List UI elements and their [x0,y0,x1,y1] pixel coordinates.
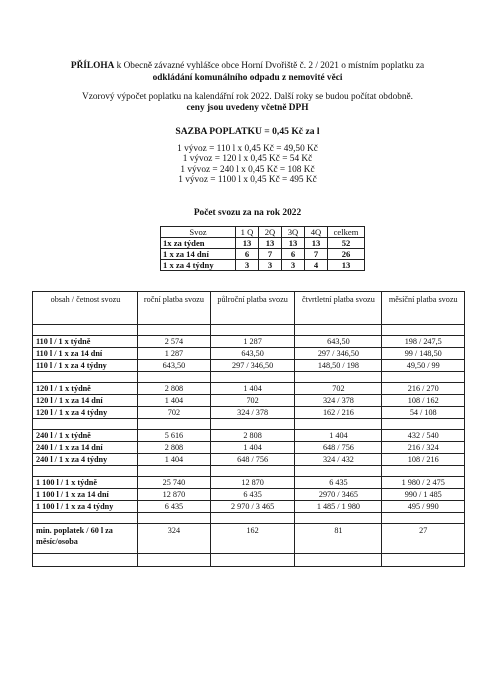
header-cell: 2Q [259,227,282,238]
header-cell: čtvrtletní platba svozu [295,292,382,325]
table-cell: 1 485 / 1 980 [295,501,382,513]
table-cell: 2 970 / 3 465 [210,501,295,513]
row-label: 1x za týden [161,238,236,249]
table-cell: 12 870 [138,489,211,501]
header-cell: 4Q [305,227,328,238]
table-cell: 1 404 [295,430,382,442]
row-label: 240 l / 1 x za 4 týdny [33,454,138,466]
table-cell: 162 / 216 [295,407,382,419]
header-cell: půlroční platba svozu [210,292,295,325]
table-cell: 2970 / 3465 [295,489,382,501]
table-cell: 216 / 270 [382,383,465,395]
table-cell: 13 [259,238,282,249]
table-cell: 27 [382,524,465,554]
row-label: 1 x za 14 dní [161,249,236,260]
table-cell: 5 616 [138,430,211,442]
fee-calculation-table [32,291,465,567]
table-cell: 702 [210,395,295,407]
table-cell: 25 740 [138,477,211,489]
table-cell: 7 [305,249,328,260]
table-cell: 297 / 346,50 [210,360,295,372]
table-cell: 1 404 [210,442,295,454]
table-cell: 324 [138,524,211,554]
table-cell: 1 404 [210,383,295,395]
table-cell: 324 / 432 [295,454,382,466]
table-row [33,501,465,513]
table-cell: 52 [328,238,365,249]
header-cell: roční platba svozu [138,292,211,325]
table-cell: 54 / 108 [382,407,465,419]
header-cell: měsíční platba svozu [382,292,465,325]
row-label: 110 l / 1 x za 14 dní [33,348,138,360]
row-label: 1 100 l / 1 x týdně [33,477,138,489]
intro-text [0,92,495,114]
table-cell: 990 / 1 485 [382,489,465,501]
example-line: 1 vývoz = 240 l x 0,45 Kč = 108 Kč [180,164,315,175]
table-cell: 108 / 162 [382,395,465,407]
document-heading [0,61,495,84]
table-row [33,454,465,466]
table-cell: 216 / 324 [382,442,465,454]
table-cell: 432 / 540 [382,430,465,442]
heading-line-1 [0,61,495,73]
example-line: 1 vývoz = 1100 l x 0,45 Kč = 495 Kč [178,174,317,185]
header-cell: obsah / četnost svozu [33,292,138,325]
row-label: 120 l / 1 x za 14 dní [33,395,138,407]
table-cell: 702 [138,407,211,419]
table-cell: 648 / 756 [295,442,382,454]
table-cell: 13 [328,260,365,271]
table-cell: 1 404 [138,395,211,407]
header-cell: 3Q [282,227,305,238]
table-cell: 702 [295,383,382,395]
row-label: 1 x za 4 týdny [161,260,236,271]
table-cell: 2 808 [138,383,211,395]
table-cell: 6 [282,249,305,260]
row-label: 110 l / 1 x týdně [33,336,138,348]
row-label: 120 l / 1 x za 4 týdny [33,407,138,419]
table-cell: 2 808 [210,430,295,442]
table-cell: 643,50 [210,348,295,360]
spacer-row [33,372,465,383]
table-cell: 7 [259,249,282,260]
table-cell: 495 / 990 [382,501,465,513]
minimum-fee-row [33,524,465,554]
example-line: 1 vývoz = 120 l x 0,45 Kč = 54 Kč [182,154,313,165]
intro-line-2: ceny jsou uvedeny včetně DPH [186,103,309,113]
table-cell: 324 / 378 [295,395,382,407]
table-row [33,430,465,442]
table-row [33,383,465,395]
table-cell: 198 / 247,5 [382,336,465,348]
header-cell: celkem [328,227,365,238]
table-row [33,477,465,489]
table-cell: 6 [236,249,259,260]
spacer-row [33,325,465,336]
spacer-row [33,554,465,567]
table-cell: 13 [282,238,305,249]
heading-line-2: odkládání komunálního odpadu z nemovité věci [152,72,343,83]
header-cell: Svoz [161,227,236,238]
row-label: 120 l / 1 x týdně [33,383,138,395]
example-line: 1 vývoz = 110 l x 0,45 Kč = 49,50 Kč [177,144,318,154]
table-cell: 1 404 [138,454,211,466]
table-cell: 1 287 [138,348,211,360]
row-label: 240 l / 1 x týdně [33,430,138,442]
collections-count-table [160,226,365,271]
heading-line-1-rest: k Obecně závazné vyhlášce obce Horní Dvořiště č. 2 / 2021 o místním poplatku za [114,61,425,71]
spacer-row [33,419,465,430]
row-label: 110 l / 1 x za 4 týdny [33,360,138,372]
table-cell: 324 / 378 [210,407,295,419]
table-cell: 2 808 [138,442,211,454]
table-cell: 3 [282,260,305,271]
table-row [33,442,465,454]
table-cell: 81 [295,524,382,554]
fee-rate: SAZBA POPLATKU = 0,45 Kč za l [175,126,320,137]
spacer-row [33,466,465,477]
calculation-examples [0,144,495,185]
table-row [33,336,465,348]
row-label: min. poplatek / 60 l za měsíc/osoba [33,524,138,554]
table-row [33,360,465,372]
table-cell: 648 / 756 [210,454,295,466]
table-header-row [161,227,365,238]
table-cell: 13 [236,238,259,249]
table-cell: 99 / 148,50 [382,348,465,360]
intro-line-1: Vzorový výpočet poplatku na kalendářní rok 2022. Další roky se budou počítat obdobně. [82,92,413,102]
table-cell: 13 [305,238,328,249]
heading-prefix: PŘÍLOHA [70,61,115,71]
table-cell: 12 870 [210,477,295,489]
table-cell: 108 / 216 [382,454,465,466]
table-cell: 3 [259,260,282,271]
table-cell: 643,50 [138,360,211,372]
table-cell: 2 574 [138,336,211,348]
fee-rows [33,336,465,524]
table-row [33,348,465,360]
table-cell: 148,50 / 198 [295,360,382,372]
table-row [161,249,365,260]
table-cell: 297 / 346,50 [295,348,382,360]
spacer-row [33,513,465,524]
row-label: 1 100 l / 1 x za 14 dní [33,489,138,501]
table-cell: 6 435 [138,501,211,513]
table-row [33,407,465,419]
table-cell: 3 [236,260,259,271]
header-cell: 1 Q [236,227,259,238]
table-row [33,489,465,501]
row-label: 240 l / 1 x za 14 dní [33,442,138,454]
table-cell: 162 [210,524,295,554]
table-header-row [33,292,465,325]
table-cell: 643,50 [295,336,382,348]
table-cell: 1 287 [210,336,295,348]
table-cell: 6 435 [210,489,295,501]
table-row [161,238,365,249]
table-cell: 49,50 / 99 [382,360,465,372]
table-cell: 4 [305,260,328,271]
table-cell: 26 [328,249,365,260]
collections-count-title: Počet svozu za na rok 2022 [193,208,302,218]
table-cell: 1 980 / 2 475 [382,477,465,489]
table-row [33,395,465,407]
row-label: 1 100 l / 1 x za 4 týdny [33,501,138,513]
table-cell: 6 435 [295,477,382,489]
table-row [161,260,365,271]
